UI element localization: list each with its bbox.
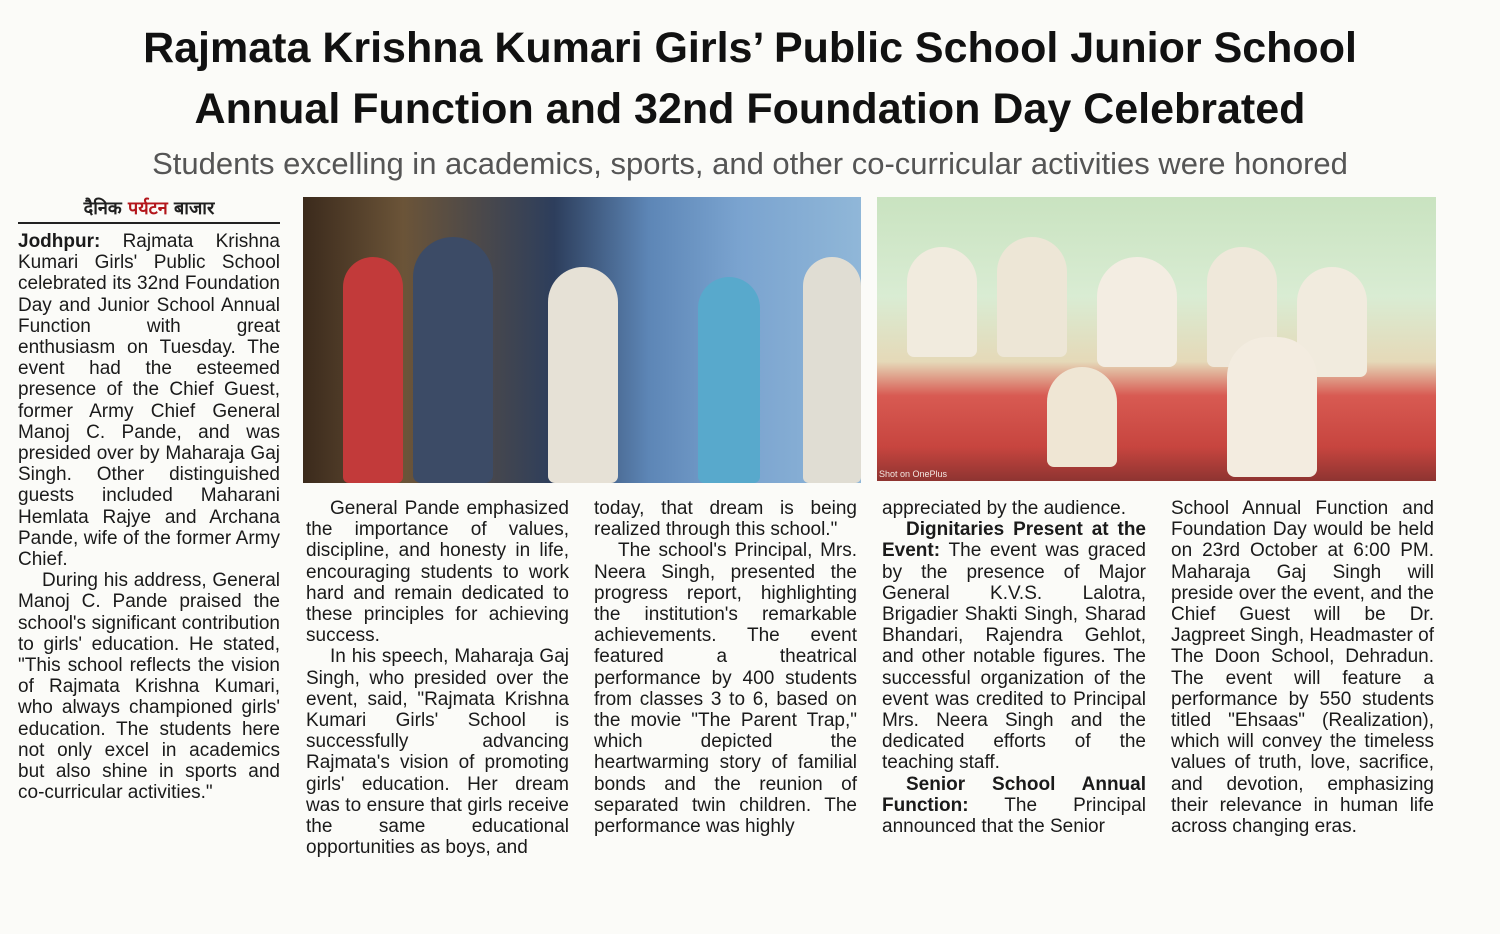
paragraph: School Annual Function and Foundation Day would be held on 23rd October at 6:00 PM. Maharaja Gaj Singh will preside over the event, and the Chief Guest will be Dr. Jagpreet Singh, Headmaster of The Doon School, Dehradun. The event will feature a performance by 550 students titled "Ehsaas" (Realization), which will convey the timeless values of truth, love, sacrifice, and devotion, emphasizing their relevance in human life across changing eras. — [1171, 498, 1434, 838]
paragraph: appreciated by the audience. — [882, 498, 1127, 519]
dignitaries-text: The event was graced by the presence of Major General K.V.S. Lalotra, Brigadier Shakti Singh, Sharad Bhandari, Rajendra Gehlot, and other notable figures. The successful organization of the event was credited to Principal Mrs. Neera Singh and the dedicated efforts of the teaching staff. — [882, 540, 1146, 774]
article-column-4 — [882, 498, 1146, 837]
intro-text: Rajmata Krishna Kumari Girls' Public School celebrated its 32nd Foundation Day and Junior School Annual Function with great enthusiasm on Tuesday. The event had the esteemed presence of the Chief Guest, former Army Chief General Manoj C. Pande, and was presided over by Maharaja Gaj Singh. Other distinguished guests included Maharani Hemlata Rajye and Archana Pande, wife of the former Army Chief. — [18, 231, 280, 571]
intro-paragraph — [18, 231, 280, 570]
senior-school-subheading: Senior School Annual Function: — [882, 773, 1146, 816]
paragraph: During his address, General Manoj C. Pande praised the school's significant contribution to girls' education. He stated, "This school reflects the vision of Rajmata Krishna Kumari, who always championed girls' education. The students here not only excel in academics but also shine in sports and co-curricular activities." — [18, 570, 280, 804]
headline-line-1: Rajmata Krishna Kumari Girls’ Public School Junior School — [143, 24, 1357, 72]
paragraph: today, that dream is being realized through this school." — [594, 498, 857, 541]
article-column-1 — [18, 231, 280, 803]
article-column-2 — [306, 498, 569, 858]
newspaper-masthead — [18, 198, 280, 224]
photo-credit: Shot on OnePlus — [879, 469, 948, 479]
masthead-word-1: दैनिक — [83, 198, 122, 219]
article-column-3 — [594, 498, 857, 837]
dateline: Jodhpur: — [18, 231, 101, 252]
dignitaries-paragraph — [882, 519, 1146, 773]
senior-school-paragraph — [882, 774, 1146, 838]
masthead-word-2: पर्यटन — [127, 198, 168, 219]
dignitaries-subheading: Dignitaries Present at the Event: — [882, 519, 1146, 562]
senior-school-text: The Principal announced that the Senior — [882, 794, 1146, 838]
stage-performance-photo — [877, 197, 1436, 481]
paragraph: General Pande emphasized the importance of values, discipline, and honesty in life, encouraging students to work hard and remain dedicated to these principles for achieving success. — [306, 498, 569, 647]
headline-line-2: Annual Function and 32nd Foundation Day Celebrated — [194, 85, 1306, 133]
masthead-word-3: बाजार — [174, 198, 215, 219]
paragraph: In his speech, Maharaja Gaj Singh, who presided over the event, said, "Rajmata Krishna Kumari Girls' School is successfully advancing Rajmata's vision of promoting girls' education. Her dream was to ensure that girls receive the same educational opportunities as boys, and — [306, 646, 569, 859]
award-ceremony-photo — [303, 197, 861, 483]
subheadline: Students excelling in academics, sports, and other co-curricular activities were honored — [152, 146, 1348, 181]
article-column-5 — [1171, 498, 1434, 837]
paragraph: The school's Principal, Mrs. Neera Singh, presented the progress report, highlighting the institution's remarkable achievements. The event featured a theatrical performance by 400 students from classes 3 to 6, based on the movie "The Parent Trap," which depicted the heartwarming story of familial bonds and the reunion of separated twin children. The performance was highly — [594, 540, 857, 838]
